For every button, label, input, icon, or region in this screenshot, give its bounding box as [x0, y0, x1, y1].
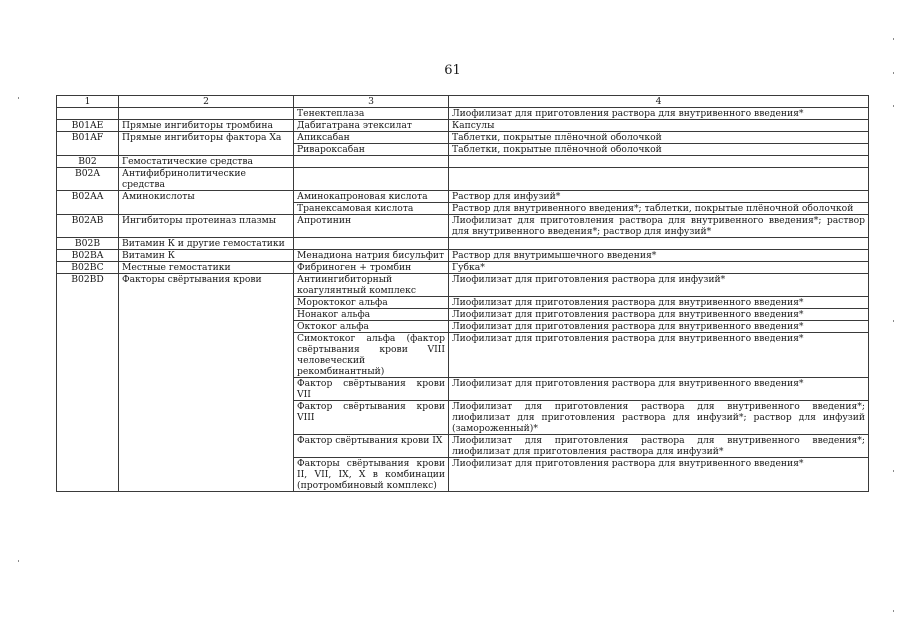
table-row [57, 262, 869, 274]
drug-name-cell: Дабигатрана этексилат [294, 120, 449, 132]
group-name-cell: Местные гемостатики [119, 262, 294, 274]
dosage-form-cell: Лиофилизат для приготовления раствора для внутривенного введения* [449, 333, 869, 378]
dosage-form-cell: Таблетки, покрытые плёночной оболочкой [449, 144, 869, 156]
dosage-form-cell: Капсулы [449, 120, 869, 132]
group-name-cell: Прямые ингибиторы тромбина [119, 120, 294, 132]
atc-code-cell: B02AA [57, 191, 119, 215]
dosage-form-cell [449, 168, 869, 191]
dosage-form-cell: Губка* [449, 262, 869, 274]
group-name-cell: Факторы свёртывания крови [119, 274, 294, 492]
drug-name-cell: Факторы свёртывания крови II, VII, IX, X в комбинации (протромбиновый комплекс) [294, 458, 449, 492]
column-header-1: 1 [57, 96, 119, 108]
dosage-form-cell: Раствор для инфузий* [449, 191, 869, 203]
scan-mark [893, 72, 894, 74]
dosage-form-cell: Раствор для внутримышечного введения* [449, 250, 869, 262]
group-name-cell: Ингибиторы протеиназ плазмы [119, 215, 294, 238]
drug-name-cell [294, 168, 449, 191]
group-name-cell: Аминокислоты [119, 191, 294, 215]
atc-code-cell: B02 [57, 156, 119, 168]
table-row [57, 215, 869, 238]
atc-code-cell: B02BC [57, 262, 119, 274]
table-row [57, 132, 869, 144]
table-row [57, 108, 869, 120]
scan-mark [893, 610, 894, 612]
table-row [57, 250, 869, 262]
column-header-2: 2 [119, 96, 294, 108]
dosage-form-cell: Раствор для внутривенного введения*; таблетки, покрытые плёночной оболочкой [449, 203, 869, 215]
page-number: 61 [444, 63, 461, 78]
drug-name-cell: Фибриноген + тромбин [294, 262, 449, 274]
dosage-form-cell [449, 156, 869, 168]
drug-name-cell: Октоког альфа [294, 321, 449, 333]
drug-name-cell: Нонаког альфа [294, 309, 449, 321]
drug-name-cell: Фактор свёртывания крови IX [294, 435, 449, 458]
atc-code-cell [57, 108, 119, 120]
drug-name-cell: Симоктоког альфа (фактор свёртывания крови VIII человеческий рекомбинантный) [294, 333, 449, 378]
scan-mark [893, 105, 894, 107]
atc-code-cell: B01AF [57, 132, 119, 156]
drug-name-cell: Тенектеплаза [294, 108, 449, 120]
table-row [57, 238, 869, 250]
table-header-row [57, 96, 869, 108]
table-row [57, 274, 869, 297]
column-header-4: 4 [449, 96, 869, 108]
atc-code-cell: B02A [57, 168, 119, 191]
drug-name-cell: Апиксабан [294, 132, 449, 144]
drug-name-cell: Аминокапроновая кислота [294, 191, 449, 203]
drug-name-cell: Менадиона натрия бисульфит [294, 250, 449, 262]
dosage-form-cell: Лиофилизат для приготовления раствора для внутривенного введения* [449, 309, 869, 321]
drug-name-cell: Фактор свёртывания крови VIII [294, 401, 449, 435]
dosage-form-cell: Лиофилизат для приготовления раствора для внутривенного введения*; лиофилизат для приготовления раствора для инфузий*; раствор для инфузий (замороженный)* [449, 401, 869, 435]
group-name-cell: Витамин К и другие гемостатики [119, 238, 294, 250]
drug-classification-table [56, 95, 869, 492]
scan-mark [18, 97, 19, 99]
dosage-form-cell: Таблетки, покрытые плёночной оболочкой [449, 132, 869, 144]
drug-name-cell: Транексамовая кислота [294, 203, 449, 215]
dosage-form-cell: Лиофилизат для приготовления раствора для внутривенного введения* [449, 321, 869, 333]
drug-name-cell: Апротинин [294, 215, 449, 238]
dosage-form-cell: Лиофилизат для приготовления раствора для внутривенного введения* [449, 108, 869, 120]
group-name-cell: Прямые ингибиторы фактора Ха [119, 132, 294, 156]
atc-code-cell: B02B [57, 238, 119, 250]
group-name-cell: Витамин К [119, 250, 294, 262]
dosage-form-cell [449, 238, 869, 250]
scan-mark [893, 320, 894, 322]
table-row [57, 168, 869, 191]
table-row [57, 156, 869, 168]
drug-name-cell [294, 238, 449, 250]
column-header-3: 3 [294, 96, 449, 108]
dosage-form-cell: Лиофилизат для приготовления раствора для инфузий* [449, 274, 869, 297]
group-name-cell: Гемостатические средства [119, 156, 294, 168]
atc-code-cell: B02BA [57, 250, 119, 262]
scan-mark [893, 38, 894, 40]
dosage-form-cell: Лиофилизат для приготовления раствора для внутривенного введения*; лиофилизат для приготовления раствора для инфузий* [449, 435, 869, 458]
scan-mark [893, 470, 894, 472]
drug-name-cell: Антиингибиторный коагулянтный комплекс [294, 274, 449, 297]
scan-mark [18, 560, 19, 562]
dosage-form-cell: Лиофилизат для приготовления раствора для внутривенного введения*; раствор для внутривенного введения*; раствор для инфузий* [449, 215, 869, 238]
dosage-form-cell: Лиофилизат для приготовления раствора для внутривенного введения* [449, 458, 869, 492]
group-name-cell [119, 108, 294, 120]
table-row [57, 191, 869, 203]
drug-name-cell [294, 156, 449, 168]
atc-code-cell: B02AB [57, 215, 119, 238]
drug-name-cell: Ривароксабан [294, 144, 449, 156]
atc-code-cell: B02BD [57, 274, 119, 492]
drug-name-cell: Фактор свёртывания крови VII [294, 378, 449, 401]
dosage-form-cell: Лиофилизат для приготовления раствора для внутривенного введения* [449, 378, 869, 401]
table-row [57, 120, 869, 132]
atc-code-cell: B01AE [57, 120, 119, 132]
dosage-form-cell: Лиофилизат для приготовления раствора для внутривенного введения* [449, 297, 869, 309]
drug-name-cell: Мороктоког альфа [294, 297, 449, 309]
group-name-cell: Антифибринолитические средства [119, 168, 294, 191]
